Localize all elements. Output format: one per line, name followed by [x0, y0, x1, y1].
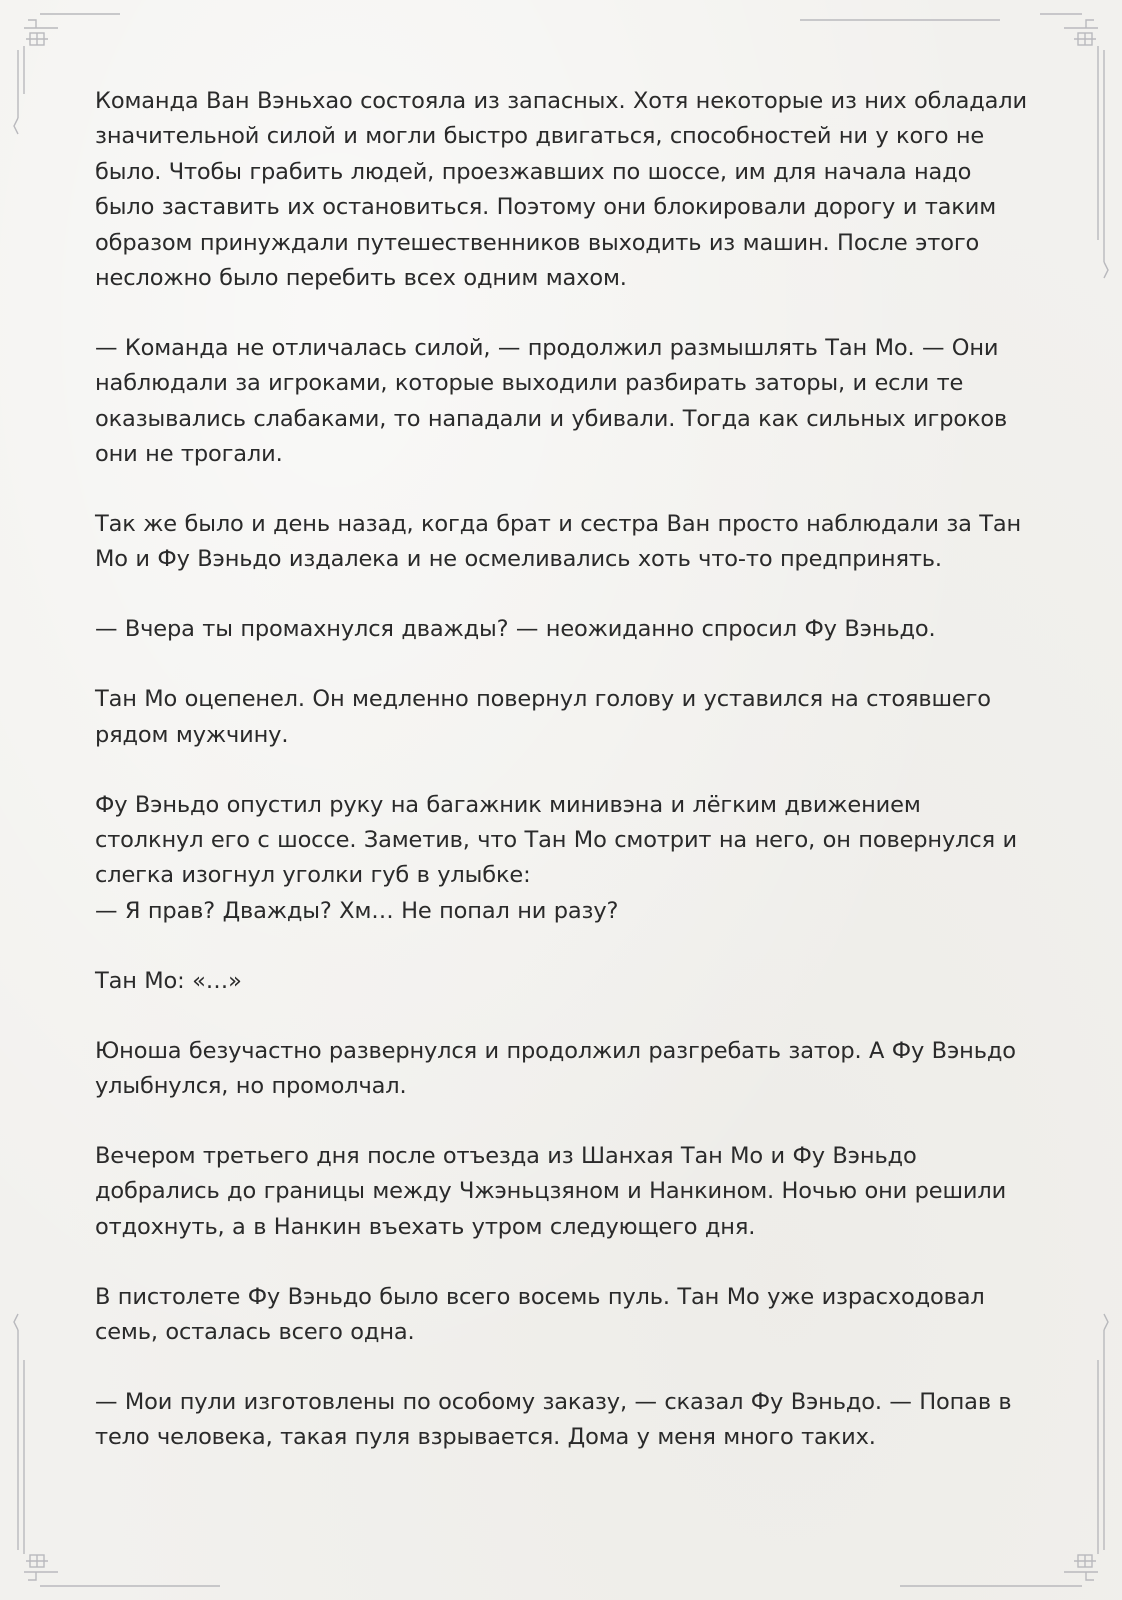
paragraph: Тан Мо оцепенел. Он медленно повернул голову и уставился на стоявшего рядом мужчину. — [95, 686, 991, 748]
paragraph: Вечером третьего дня после отъезда из Шанхая Тан Мо и Фу Вэньдо добрались до границы между Чжэньцзяном и Нанкином. Ночью они решили отдохнуть, а в Нанкин въехать утром следующего дня. — [95, 1142, 1007, 1240]
document-body — [95, 84, 1035, 1490]
paragraph: Так же было и день назад, когда брат и сестра Ван просто наблюдали за Тан Мо и Фу Вэньдо издалека и не осмеливались хоть что-то предпринять. — [95, 511, 1022, 573]
paragraph: — Мои пули изготовлены по особому заказу, — сказал Фу Вэньдо. — Попав в тело человека, такая пуля взрывается. Дома у меня много таких. — [95, 1388, 1012, 1451]
paragraph: Тан Мо: «…» — [95, 967, 242, 994]
paragraph: — Команда не отличалась силой, — продолжил размышлять Тан Мо. — Они наблюдали за игроками, которые выходили разбирать заторы, и если те оказывались слабаками, то нападали и убивали. Тогда как сильных игроков они не трогали. — [95, 334, 1008, 468]
paragraph: В пистолете Фу Вэньдо было всего восемь пуль. Тан Мо уже израсходовал семь, осталась всего одна. — [95, 1283, 985, 1346]
paragraph: Команда Ван Вэньхао состояла из запасных. Хотя некоторые из них обладали значительной силой и могли быстро двигаться, способностей ни у кого не было. Чтобы грабить людей, проезжавших по шоссе, им для начала надо было заставить их остановиться. Поэтому они блокировали дорогу и таким образом принуждали путешественников выходить из машин. После этого несложно было перебить всех одним махом. — [95, 88, 1027, 292]
paragraph: — Вчера ты промахнулся дважды? — неожиданно спросил Фу Вэньдо. — [95, 616, 936, 643]
paragraph: Фу Вэньдо опустил руку на багажник минивэна и лёгким движением столкнул его с шоссе. Заметив, что Тан Мо смотрит на него, он повернулся и слегка изогнул уголки губ в улыбке: — Я прав? Дважды? Хм… Не попал ни разу? — [95, 791, 1017, 924]
paragraph: Юноша безучастно развернулся и продолжил разгребать затор. А Фу Вэньдо улыбнулся, но промолчал. — [95, 1037, 1016, 1100]
